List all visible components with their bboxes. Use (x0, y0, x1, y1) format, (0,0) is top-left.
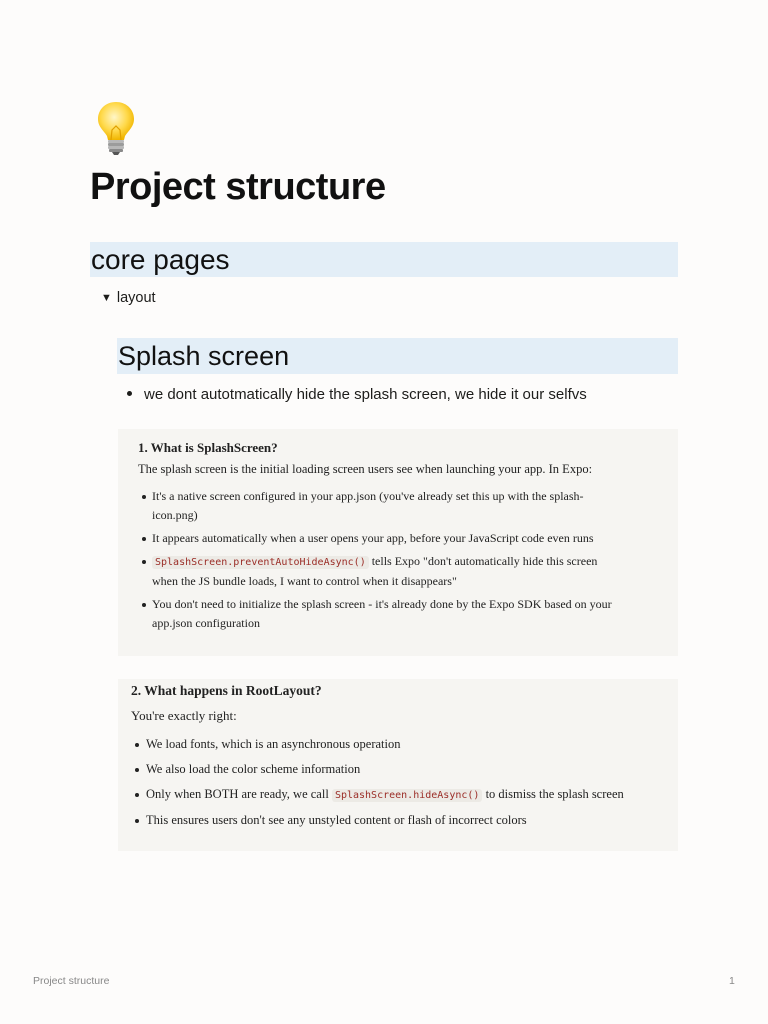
list-item-text: to dismiss the splash screen (485, 787, 624, 801)
page-number: 1 (729, 975, 735, 987)
screenshot1-intro: The splash screen is the initial loading screen users see when launching your app. In Expo: (138, 462, 593, 476)
screenshot2-heading: 2. What happens in RootLayout? (131, 683, 322, 698)
list-item (146, 784, 626, 806)
list-item: This ensures users don't see any unstyled content or flash of incorrect colors (146, 810, 626, 831)
embedded-screenshot-rootlayout (118, 679, 678, 851)
layout-toggle[interactable] (101, 288, 156, 308)
subsection-heading-text: Splash screen (118, 341, 290, 371)
list-item: You don't need to initialize the splash screen - it's already done by the Expo SDK based on your app.json configuration (152, 595, 622, 633)
section-heading-text: core pages (91, 244, 230, 275)
list-item: It appears automatically when a user opens your app, before your JavaScript code even runs (152, 529, 622, 548)
list-item-prefix: Only when BOTH are ready, we call (146, 787, 329, 801)
toggle-label: layout (116, 290, 156, 306)
bullet-dot (127, 391, 132, 396)
lightbulb-icon (96, 100, 136, 158)
inline-code: SplashScreen.preventAutoHideAsync() (152, 556, 369, 569)
embedded-screenshot-splashscreen (118, 429, 678, 656)
list-item: We load fonts, which is an asynchronous operation (146, 734, 626, 755)
screenshot1-heading: 1. What is SplashScreen? (138, 440, 278, 455)
list-item: It's a native screen configured in your app.json (you've already set this up with the splash-icon.png) (152, 487, 622, 525)
screenshot2-intro: You're exactly right: (131, 708, 237, 723)
note-text: we dont autotmatically hide the splash screen, we hide it our selfvs (144, 386, 587, 403)
list-item-text: tells Expo "don't automatically hide this screen when the JS bundle loads, I want to control when it disappears" (152, 554, 598, 588)
toggle-arrow-icon[interactable]: ▼ (101, 292, 112, 304)
page-title: Project structure (90, 166, 386, 208)
screenshot1-list (152, 487, 622, 637)
inline-code: SplashScreen.hideAsync() (332, 789, 483, 802)
footer-title: Project structure (33, 975, 110, 987)
list-item: We also load the color scheme information (146, 759, 626, 780)
screenshot2-list (146, 734, 626, 835)
list-item (152, 552, 622, 591)
section-heading-core-pages (90, 242, 678, 277)
subsection-heading-splash-screen (117, 338, 678, 374)
note-list-item (127, 384, 587, 406)
